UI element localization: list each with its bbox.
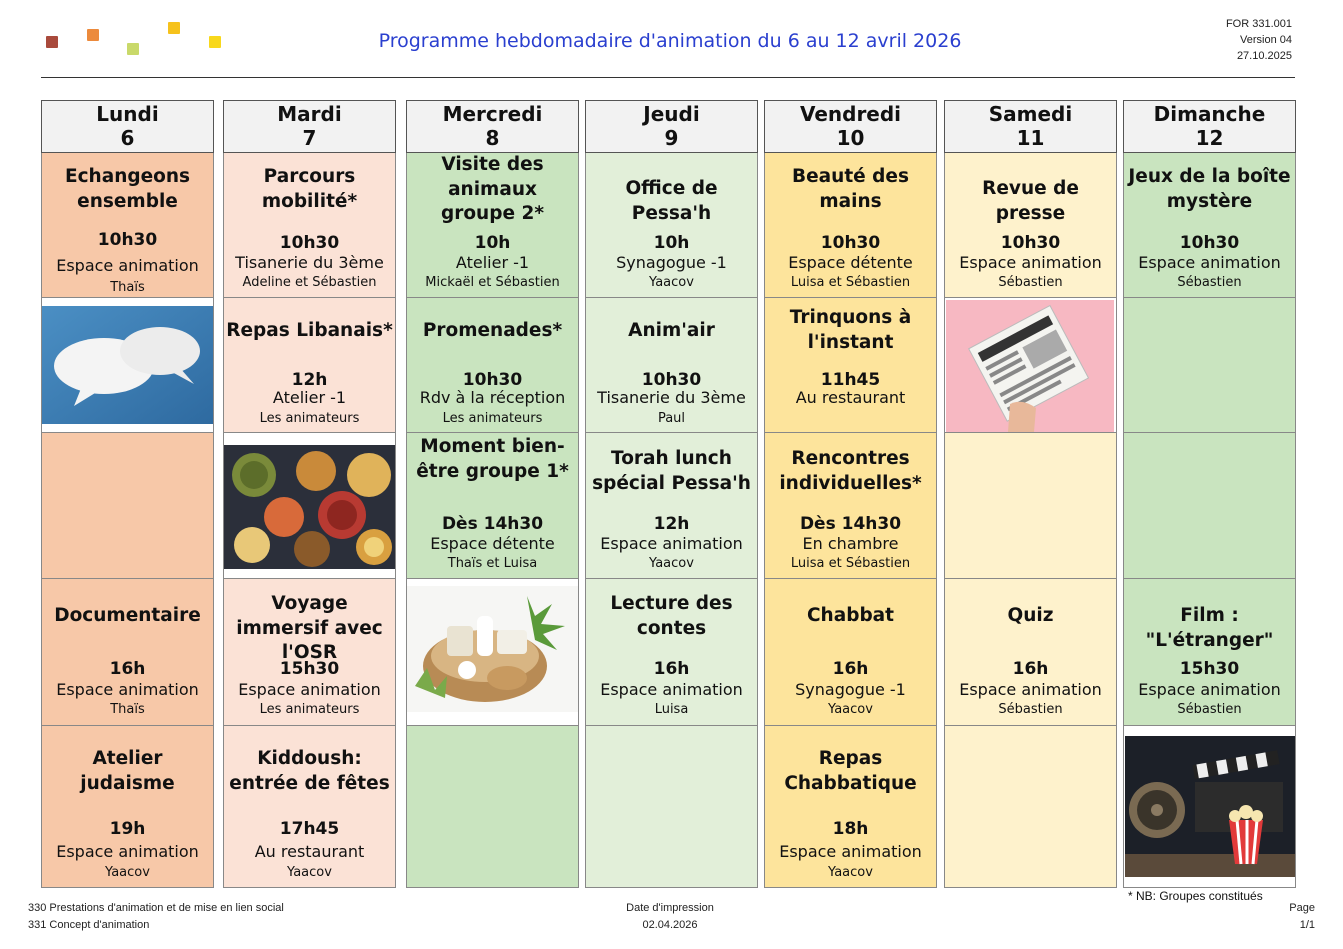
footer-line-1: 330 Prestations d'animation et de mise en lien social	[28, 902, 284, 914]
event-place: En chambre	[802, 534, 899, 553]
day-number: 8	[485, 126, 500, 150]
event-time: 16h	[1012, 659, 1049, 679]
event-host: Yaacov	[649, 275, 694, 290]
day-number: 6	[120, 126, 135, 150]
event-title: Repas Libanais*	[226, 320, 393, 341]
event-host: Sébastien	[998, 702, 1063, 717]
event-cell[interactable]	[944, 153, 1117, 298]
event-time: 10h	[474, 233, 511, 253]
event-time: 12h	[291, 370, 328, 390]
day-name: Jeudi	[643, 102, 700, 126]
event-place: Espace animation	[238, 680, 381, 699]
event-title: Torah lunch spécial Pessa'h	[592, 448, 751, 494]
event-host: Les animateurs	[442, 411, 543, 426]
empty-cell	[41, 433, 214, 579]
event-title: Voyage immersif avec l'OSR	[236, 593, 383, 663]
event-place: Espace animation	[779, 842, 922, 861]
day-name: Vendredi	[799, 102, 902, 126]
event-host: Yaacov	[828, 702, 873, 717]
event-host: Luisa	[654, 702, 689, 717]
event-cell[interactable]	[764, 153, 937, 298]
event-place: Atelier -1	[455, 253, 530, 272]
event-time: 15h30	[279, 659, 340, 679]
logo-square	[87, 29, 99, 41]
print-label: Date d'impression	[626, 902, 714, 914]
event-title: Repas Chabbatique	[784, 748, 917, 794]
event-host: Sébastien	[998, 275, 1063, 290]
event-cell[interactable]	[223, 298, 396, 433]
image-cell	[223, 433, 396, 579]
event-host: Luisa et Sébastien	[790, 275, 911, 290]
event-time: 10h	[653, 233, 690, 253]
note-groups: * NB: Groupes constitués	[1128, 889, 1263, 903]
event-cell[interactable]	[223, 579, 396, 726]
event-time: 10h30	[462, 370, 523, 390]
event-cell[interactable]	[764, 433, 937, 579]
footer-left	[28, 900, 284, 934]
page-title: Programme hebdomadaire d'animation du 6 au 12 avril 2026	[378, 30, 962, 52]
event-place: Rdv à la réception	[419, 388, 566, 407]
page-label: Page	[1289, 902, 1315, 914]
event-title: Rencontres individuelles*	[779, 448, 922, 494]
event-host: Yaacov	[105, 865, 150, 880]
day-name: Lundi	[96, 102, 159, 126]
event-host: Paul	[657, 411, 686, 426]
speech-bubbles-image	[42, 306, 214, 424]
doc-ref: FOR 331.001	[1225, 18, 1292, 30]
event-host: Sébastien	[1177, 275, 1242, 290]
event-cell[interactable]	[223, 726, 396, 888]
image-cell	[944, 298, 1117, 433]
event-title: Parcours mobilité*	[261, 166, 358, 212]
event-host: Thaïs et Luisa	[447, 556, 538, 571]
page-number: 1/1	[1299, 919, 1315, 931]
event-cell[interactable]	[585, 579, 758, 726]
day-header	[41, 100, 214, 153]
event-place: Espace détente	[430, 534, 555, 553]
event-time: 16h	[832, 659, 869, 679]
event-place: Synagogue -1	[616, 253, 727, 272]
event-title: Documentaire	[54, 605, 201, 626]
event-place: Espace animation	[56, 842, 199, 861]
event-place: Espace animation	[959, 680, 1102, 699]
event-place: Espace animation	[959, 253, 1102, 272]
event-title: Beauté des mains	[792, 166, 909, 212]
empty-cell	[944, 433, 1117, 579]
event-time: 12h	[653, 514, 690, 534]
day-header	[944, 100, 1117, 153]
event-title: Film : "L'étranger"	[1145, 605, 1274, 651]
event-time: 10h30	[820, 233, 881, 253]
footer-page	[1289, 900, 1315, 934]
event-cell[interactable]	[41, 579, 214, 726]
event-title: Visite des animaux groupe 2*	[440, 154, 545, 224]
event-title: Revue de presse	[982, 178, 1079, 224]
event-title: Lecture des contes	[610, 593, 733, 639]
header-divider	[41, 77, 1295, 78]
doc-version: Version 04	[1240, 34, 1292, 46]
day-number: 11	[1016, 126, 1045, 150]
event-title: Office de Pessa'h	[625, 178, 718, 224]
event-cell[interactable]	[944, 579, 1117, 726]
image-cell	[1123, 726, 1296, 888]
empty-cell	[1123, 433, 1296, 579]
print-date: 02.04.2026	[642, 919, 698, 931]
event-cell[interactable]	[1123, 153, 1296, 298]
event-time: 10h30	[279, 233, 340, 253]
day-number: 9	[664, 126, 679, 150]
event-time: 16h	[109, 659, 146, 679]
cinema-clapper-image	[1125, 736, 1295, 877]
event-time: 10h30	[1000, 233, 1061, 253]
event-time: Dès 14h30	[799, 514, 902, 534]
newspaper-image	[946, 300, 1114, 432]
event-cell[interactable]	[41, 726, 214, 888]
event-place: Espace animation	[600, 680, 743, 699]
event-cell[interactable]	[585, 153, 758, 298]
event-title: Promenades*	[422, 320, 563, 341]
event-time: 10h30	[97, 230, 158, 250]
event-host: Yaacov	[649, 556, 694, 571]
day-header	[1123, 100, 1296, 153]
event-cell[interactable]	[764, 579, 937, 726]
event-place: Atelier -1	[272, 388, 347, 407]
event-time: 19h	[109, 819, 146, 839]
event-title: Kiddoush: entrée de fêtes	[229, 748, 390, 794]
event-host: Adeline et Sébastien	[242, 275, 377, 290]
event-time: 11h45	[820, 370, 881, 390]
logo-square	[46, 36, 58, 48]
event-cell[interactable]	[585, 298, 758, 433]
event-time: 15h30	[1179, 659, 1240, 679]
footer-print	[600, 900, 740, 934]
image-cell	[406, 579, 579, 726]
event-title: Quiz	[1007, 605, 1054, 626]
event-host: Sébastien	[1177, 702, 1242, 717]
event-place: Espace animation	[56, 680, 199, 699]
logo-square	[209, 36, 221, 48]
event-cell[interactable]	[1123, 579, 1296, 726]
event-cell[interactable]	[406, 433, 579, 579]
event-title: Anim'air	[628, 320, 715, 341]
event-cell[interactable]	[41, 153, 214, 298]
event-time: 18h	[832, 819, 869, 839]
event-host: Les animateurs	[259, 702, 360, 717]
event-place: Espace animation	[600, 534, 743, 553]
day-name: Dimanche	[1153, 102, 1266, 126]
event-time: 10h30	[641, 370, 702, 390]
day-header	[764, 100, 937, 153]
event-place: Tisanerie du 3ème	[235, 253, 384, 272]
day-number: 10	[836, 126, 865, 150]
event-host: Les animateurs	[259, 411, 360, 426]
event-host: Thaïs	[110, 702, 145, 717]
event-place: Tisanerie du 3ème	[597, 388, 746, 407]
event-place: Espace animation	[56, 256, 199, 275]
empty-cell	[1123, 298, 1296, 433]
empty-cell	[944, 726, 1117, 888]
event-title: Atelier judaisme	[80, 748, 175, 794]
event-cell[interactable]	[406, 298, 579, 433]
event-place: Espace animation	[1138, 680, 1281, 699]
day-name: Samedi	[988, 102, 1073, 126]
event-title: Echangeons ensemble	[64, 166, 191, 212]
event-place: Au restaurant	[795, 388, 906, 407]
event-place: Espace détente	[788, 253, 913, 272]
event-cell[interactable]	[764, 726, 937, 888]
document-reference	[1226, 16, 1292, 64]
event-cell[interactable]	[585, 433, 758, 579]
empty-cell	[585, 726, 758, 888]
event-time: Dès 14h30	[441, 514, 544, 534]
event-place: Espace animation	[1138, 253, 1281, 272]
event-title: Jeux de la boîte mystère	[1128, 166, 1291, 212]
empty-cell	[406, 726, 579, 888]
day-header	[585, 100, 758, 153]
event-host: Mickaël et Sébastien	[425, 275, 560, 290]
logo-square	[168, 22, 180, 34]
day-name: Mardi	[277, 102, 342, 126]
logo-square	[127, 43, 139, 55]
event-host: Thaïs	[110, 280, 145, 295]
lebanese-food-image	[224, 445, 396, 569]
event-time: 16h	[653, 659, 690, 679]
footer-line-2: 331 Concept d'animation	[28, 919, 150, 931]
spa-basket-image	[407, 586, 579, 712]
image-cell	[41, 298, 214, 433]
event-title: Trinquons à l'instant	[789, 307, 912, 353]
event-time: 17h45	[279, 819, 340, 839]
day-header	[223, 100, 396, 153]
event-title: Moment bien-être groupe 1*	[416, 436, 569, 482]
day-number: 7	[302, 126, 317, 150]
event-cell[interactable]	[764, 298, 937, 433]
event-place: Au restaurant	[254, 842, 365, 861]
event-host: Luisa et Sébastien	[790, 556, 911, 571]
event-cell[interactable]	[223, 153, 396, 298]
doc-date: 27.10.2025	[1236, 50, 1292, 62]
day-number: 12	[1195, 126, 1224, 150]
event-title: Chabbat	[806, 605, 895, 626]
day-header	[406, 100, 579, 153]
event-cell[interactable]	[406, 153, 579, 298]
event-time: 10h30	[1179, 233, 1240, 253]
event-place: Synagogue -1	[795, 680, 906, 699]
event-host: Yaacov	[287, 865, 332, 880]
event-host: Yaacov	[828, 865, 873, 880]
day-name: Mercredi	[442, 102, 543, 126]
